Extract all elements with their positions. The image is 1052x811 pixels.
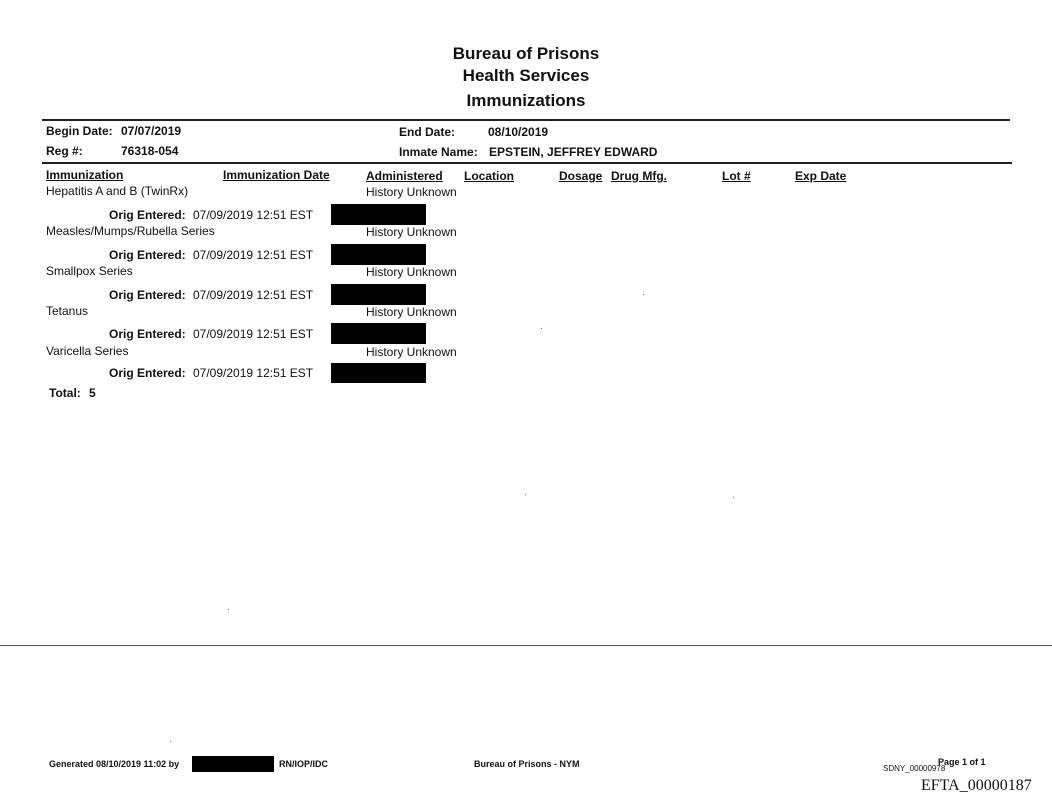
reg-number-label: Reg #: xyxy=(46,144,83,158)
scan-speck xyxy=(643,294,644,295)
row-administered: History Unknown xyxy=(366,225,457,239)
begin-date-label: Begin Date: xyxy=(46,124,113,138)
footer-page-number: Page 1 of 1 xyxy=(938,757,986,767)
redaction-bar xyxy=(331,323,426,344)
row-orig-entered-label: Orig Entered: xyxy=(109,366,186,380)
redaction-bar xyxy=(331,363,426,383)
scan-speck xyxy=(733,497,734,498)
col-location: Location xyxy=(464,169,514,183)
row-immunization-name: Smallpox Series xyxy=(46,264,133,278)
redaction-bar xyxy=(331,284,426,305)
row-orig-entered-value: 07/09/2019 12:51 EST xyxy=(193,327,314,341)
bates-stamp: SDNY_00000978 xyxy=(883,764,946,773)
report-title: Immunizations xyxy=(466,91,586,110)
col-administered: Administered xyxy=(366,169,443,183)
end-date-label: End Date: xyxy=(399,125,456,139)
report-department-title: Health Services xyxy=(462,66,590,85)
redaction-bar xyxy=(192,756,274,772)
report-agency-title: Bureau of Prisons xyxy=(452,44,600,63)
total-label: Total: xyxy=(49,386,81,400)
scan-speck xyxy=(525,494,526,495)
row-orig-entered-label: Orig Entered: xyxy=(109,248,186,262)
footer-role: RN/IOP/IDC xyxy=(279,759,329,769)
col-lot: Lot # xyxy=(722,169,751,183)
row-immunization-name: Varicella Series xyxy=(46,344,129,358)
row-orig-entered-value: 07/09/2019 12:51 EST xyxy=(193,288,314,302)
row-orig-entered-value: 07/09/2019 12:51 EST xyxy=(193,208,314,222)
redaction-bar xyxy=(331,204,426,225)
header-top-rule xyxy=(42,119,1010,121)
col-dosage: Dosage xyxy=(559,169,603,183)
footer-generated-text: Generated 08/10/2019 11:02 by xyxy=(49,759,180,769)
col-immunization-date: Immunization Date xyxy=(223,168,330,182)
row-administered: History Unknown xyxy=(366,185,457,199)
inmate-name-label: Inmate Name: xyxy=(399,145,478,159)
row-immunization-name: Tetanus xyxy=(46,304,89,318)
row-orig-entered-label: Orig Entered: xyxy=(109,208,186,222)
row-orig-entered-value: 07/09/2019 12:51 EST xyxy=(193,248,314,262)
redaction-bar xyxy=(331,244,426,265)
total-value: 5 xyxy=(89,386,96,400)
scan-speck xyxy=(170,741,171,742)
row-administered: History Unknown xyxy=(366,345,457,359)
col-exp-date: Exp Date xyxy=(795,169,847,183)
header-bottom-rule xyxy=(42,162,1012,164)
inmate-name-value: EPSTEIN, JEFFREY EDWARD xyxy=(489,145,658,159)
reg-number-value: 76318-054 xyxy=(121,144,179,158)
row-orig-entered-label: Orig Entered: xyxy=(109,327,186,341)
row-administered: History Unknown xyxy=(366,305,457,319)
end-date-value: 08/10/2019 xyxy=(488,125,549,139)
begin-date-value: 07/07/2019 xyxy=(121,124,182,138)
scan-speck xyxy=(228,609,229,610)
row-immunization-name: Measles/Mumps/Rubella Series xyxy=(46,224,215,238)
scan-speck xyxy=(541,328,542,329)
row-orig-entered-value: 07/09/2019 12:51 EST xyxy=(193,366,314,380)
footer-center-text: Bureau of Prisons - NYM xyxy=(474,759,580,769)
col-drug-mfg: Drug Mfg. xyxy=(611,169,667,183)
scan-fold-line xyxy=(0,645,1052,646)
row-immunization-name: Hepatitis A and B (TwinRx) xyxy=(46,184,189,198)
row-orig-entered-label: Orig Entered: xyxy=(109,288,186,302)
row-administered: History Unknown xyxy=(366,265,457,279)
efta-stamp: EFTA_00000187 xyxy=(921,777,1032,794)
col-immunization: Immunization xyxy=(46,168,124,182)
